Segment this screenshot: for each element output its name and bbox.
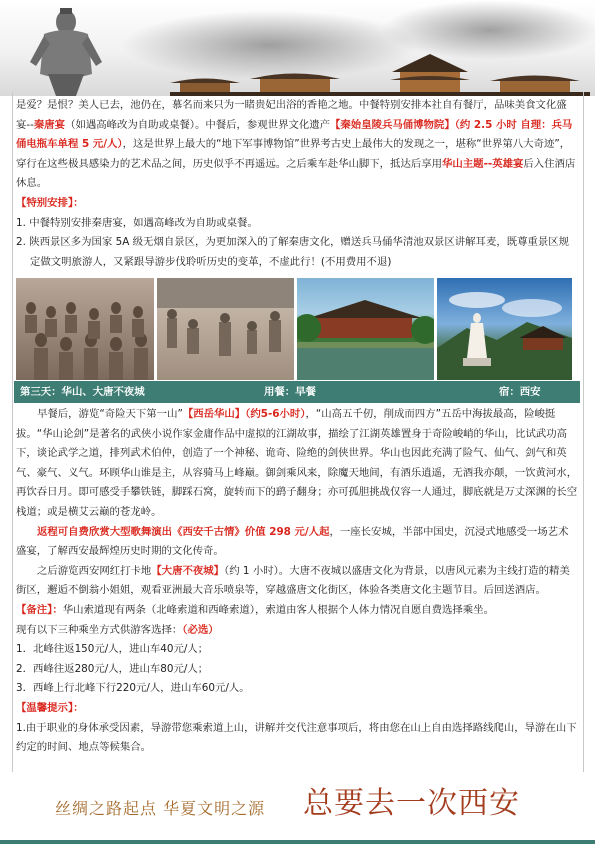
datang-paragraph	[16, 562, 578, 601]
cableway-option: 1．北峰往返150元/人，进山车40元/人；	[16, 643, 209, 656]
itinerary-content	[16, 96, 578, 272]
text-run: 是爱？是恨？美人已去，池仍在，慕名而来只为一睹贵妃出浴的香艳之地。中餐特别安排本社自有餐厅，品味美食文化盛宴--	[16, 99, 567, 131]
tips-text: 1.由于职业的身体承受因素，导游带您乘索道上山，讲解并交代注意事项后，将由您在山上自由选择路线爬山，导游在山下约定的时间、地点等候集合。	[16, 721, 577, 754]
text-run: ，“山高五千仞，削成而四方”五岳中海拔最高，险峻挺拔。“华山论剑”是著名的武侠小说作家金庸作品中虚拟的江湖故事，描绘了江湖英雄置身于奇险峻峭的华山，比试武功高下，谈论武学之道，排列武术伯仲，创造了一个神秘、诡奇、险绝的剑侠世界。华山也因此充满了险气、仙气、剑气和英气、豪气、义气。环顾华山谁是主，从容骑马上峰巅。御剑乘风来，除魔天地间，有酒乐逍遥，无酒我亦颠，一饮黄河水，再饮吞日月。即可感受手攀铁链，脚踩石窝，旋转而下的鹞子翻身；亦可孤胆挑战仅容一人通过，脚底就是万丈深渊的长空栈道；或是横艾云巅的苍龙岭。	[16, 408, 578, 518]
highlight-huashan: 【西岳华山】（约5-6小时）	[182, 408, 306, 420]
text-run: 现有以下三种乘坐方式供游客选择：	[16, 623, 183, 636]
tips-title: 【温馨提示】：	[16, 701, 84, 714]
show-paragraph	[16, 523, 578, 562]
terracotta-army-photo	[16, 278, 154, 380]
highlight-terracotta-museum: 【秦始皇陵兵马俑博物院】（约 2.5 小时 自理：兵马俑电瓶车单程 5 元/人）	[16, 118, 573, 151]
required-tag: （必选）	[182, 623, 219, 636]
text-run: ，一座长安城，半部中国史，沉浸式地感受一场艺术盛宴，了解西安最辉煌历史时期的文化传奇。	[16, 525, 569, 558]
special-arrangement-item: 1. 中餐特别安排秦唐宴，如遇高峰改为自助或桌餐。	[16, 216, 258, 229]
footer-slogan-small: 丝绸之路起点 华夏文明之源	[55, 799, 266, 818]
header-banner	[0, 0, 595, 96]
special-arrangement-item: 2. 陕西景区多为国家 5A 级无烟自景区，为更加深入的了解秦唐文化，赠送兵马俑华清池双景区讲解耳麦，既尊重景区规定做文明旅游人，又紧跟导游步伐聆听历史的变革，不虚此行！(不用费用不退)	[16, 236, 570, 268]
terracotta-warrior-image	[22, 4, 112, 96]
highlight-huashan-feast: 华山主题--英雄宴	[442, 157, 524, 170]
excavation-site-photo	[157, 278, 294, 380]
note-label: 【备注】：	[16, 603, 63, 616]
day2-paragraph	[16, 96, 578, 194]
yang-guifei-statue-photo	[437, 278, 572, 380]
highlight-qintang-feast: 秦唐宴	[33, 118, 66, 131]
day3-title: 第三天：华山、大唐不夜城	[20, 386, 145, 398]
huashan-paragraph	[16, 405, 578, 523]
options-intro	[16, 621, 578, 641]
pagoda-image	[170, 52, 590, 96]
day3-accommodation: 宿：西安	[499, 386, 541, 398]
day3-header-band	[14, 381, 580, 403]
text-run: （约 1 小时）。大唐不夜城以盛唐文化为背景，以唐风元素为主线打造的精美街区，邂逅不倒翁小姐姐，观看亚洲最大音乐喷泉等，穿越盛唐文化街区，体验各类唐文化主题节目。后回送酒店。	[16, 564, 570, 597]
text-run: 早餐后，游览“奇险天下第一山”	[37, 408, 183, 420]
day3-content	[16, 405, 578, 758]
highlight-show-price: 返程可自费欣赏大型歌舞演出《西安千古情》价值 298 元/人起	[37, 525, 330, 538]
text-run: 后入住酒店休息。	[16, 157, 576, 190]
cableway-option: 3．西峰上行北峰下行220元/人，进山车60元/人。	[16, 682, 250, 695]
text-run: 之后游览西安网红打卡地	[37, 564, 152, 577]
note-line	[16, 601, 578, 621]
huaqing-palace-photo	[297, 278, 434, 380]
footer-divider	[0, 840, 595, 844]
cableway-option: 2．西峰往返280元/人，进山车80元/人；	[16, 662, 209, 675]
footer-slogan-big: 总要去一次西安	[303, 786, 520, 821]
photo-strip	[16, 278, 572, 380]
highlight-datang-buyecheng: 【大唐不夜城】	[151, 564, 225, 577]
special-arrangement-title: 【特别安排】：	[16, 196, 84, 209]
text-run: （如遇高峰改为自助或桌餐）。中餐后，参观世界文化遗产	[65, 118, 331, 131]
day3-meal: 用餐：早餐	[264, 386, 316, 398]
text-run: ，这是世界上最大的“地下军事博物馆”世界考古史上最伟大的发现之一，堪称“世界第八大奇迹”，穿行在这些极具感染力的艺术品之间，历史似乎不再遥远。之后乘车赴华山脚下，抵达后享用	[16, 138, 571, 170]
note-text: 华山索道现有两条（北峰索道和西峰索道），索道由客人根据个人体力情况自愿自费选择乘坐。	[62, 603, 494, 616]
